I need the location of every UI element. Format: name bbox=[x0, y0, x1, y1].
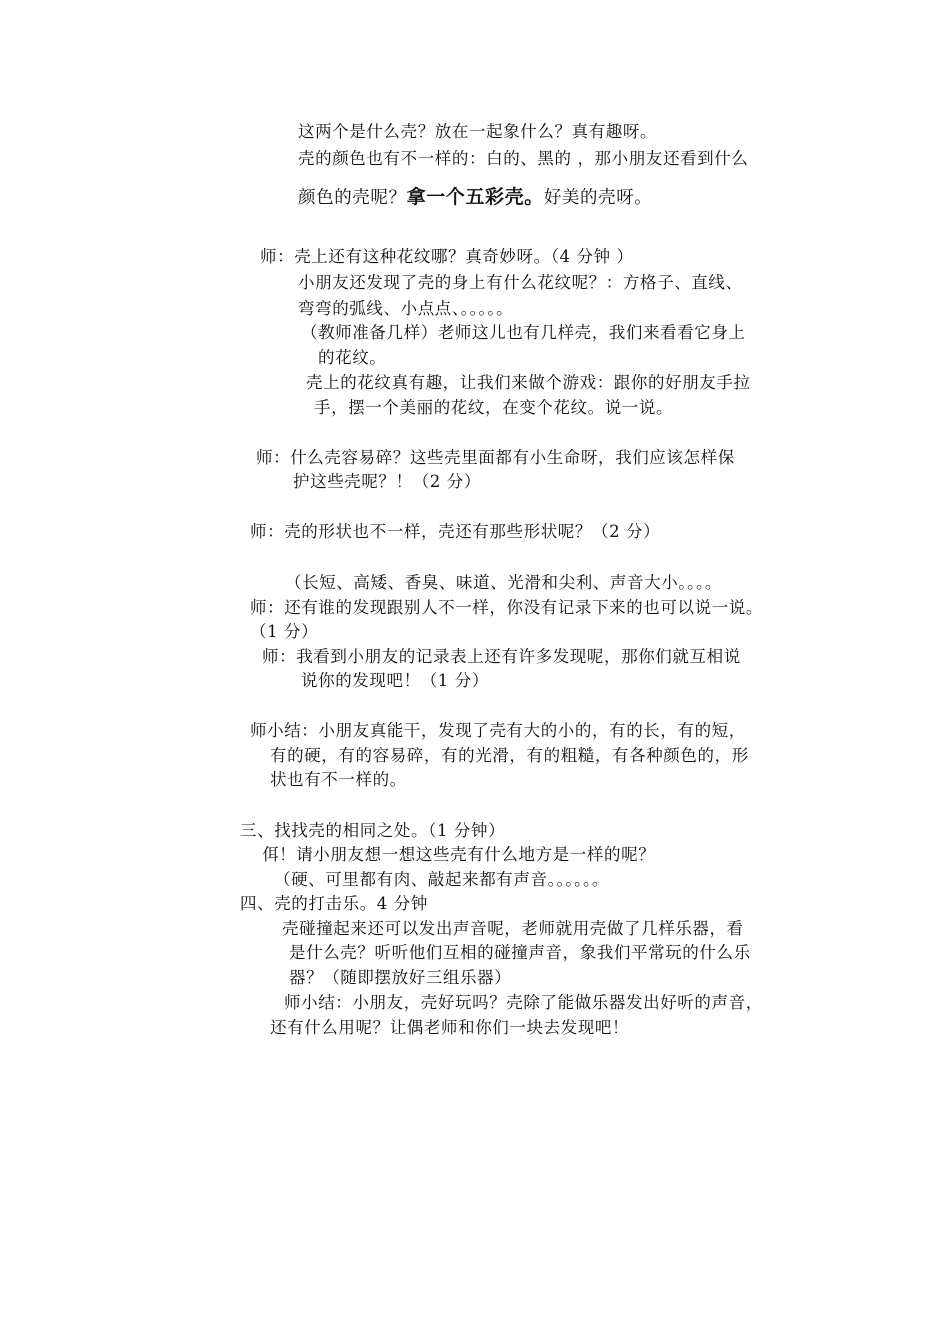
text-line: （长短、高矮、香臭、味道、光滑和尖利、声音大小。。。。 bbox=[285, 573, 722, 592]
text-line: （教师准备几样）老师这儿也有几样壳，我们来看看它身上 bbox=[301, 323, 746, 342]
text-line: 师小结：小朋友真能干，发现了壳有大的小的，有的长，有的短， bbox=[250, 721, 746, 740]
bold-phrase: 拿一个五彩壳。 bbox=[406, 186, 544, 208]
text-line: 师小结：小朋友，壳好玩吗？壳除了能做乐器发出好听的声音， bbox=[284, 993, 763, 1012]
text-line: 这两个是什么壳？放在一起象什么？真有趣呀。 bbox=[298, 122, 658, 141]
text-line: 器？（随即摆放好三组乐器） bbox=[289, 968, 512, 987]
text-segment: 颜色的壳呢？ bbox=[298, 188, 407, 208]
text-line: 手，摆一个美丽的花纹，在变个花纹。说一说。 bbox=[314, 398, 674, 417]
text-line: 有的硬，有的容易碎，有的光滑，有的粗糙，有各种颜色的，形 bbox=[270, 746, 749, 765]
text-line: 师：什么壳容易碎？这些壳里面都有小生命呀，我们应该怎样保 bbox=[256, 448, 735, 467]
text-line: 护这些壳呢？！（2 分） bbox=[293, 472, 481, 491]
text-line: 佴！请小朋友想一想这些壳有什么地方是一样的呢？ bbox=[262, 845, 656, 864]
text-line: 壳碰撞起来还可以发出声音呢，老师就用壳做了几样乐器，看 bbox=[282, 919, 744, 938]
text-line: 壳的颜色也有不一样的：白的、黑的 ，那小朋友还看到什么 bbox=[298, 149, 749, 168]
text-line: 说你的发现吧！（1 分） bbox=[301, 671, 489, 690]
section-heading: 三、找找壳的相同之处。（1 分钟） bbox=[240, 821, 506, 840]
text-line: 的花纹。 bbox=[318, 348, 387, 367]
text-line: 师：还有谁的发现跟别人不一样，你没有记录下来的也可以说一说。 bbox=[250, 598, 763, 617]
text-line: 弯弯的弧线、小点点、。。。。。 bbox=[298, 299, 514, 318]
text-line bbox=[298, 186, 652, 209]
text-line: 小朋友还发现了壳的身上有什么花纹呢？：方格子、直线、 bbox=[298, 273, 743, 292]
text-line: 是什么壳？听听他们互相的碰撞声音，象我们平常玩的什么乐 bbox=[289, 943, 751, 962]
text-line: 师：壳上还有这种花纹哪？真奇妙呀。（4 分钟 ） bbox=[260, 247, 634, 266]
text-line: 壳上的花纹真有趣，让我们来做个游戏：跟你的好朋友手拉 bbox=[306, 373, 751, 392]
text-segment: 好美的壳呀。 bbox=[543, 188, 653, 208]
text-line: 师：我看到小朋友的记录表上还有许多发现呢，那你们就互相说 bbox=[262, 647, 741, 666]
text-line: 状也有不一样的。 bbox=[270, 770, 407, 789]
text-line: （硬、可里都有肉、敲起来都有声音。。。。。。 bbox=[274, 870, 609, 889]
text-line: 师：壳的形状也不一样，壳还有那些形状呢？（2 分） bbox=[250, 522, 661, 541]
text-line: 还有什么用呢？让偶老师和你们一块去发现吧！ bbox=[270, 1018, 630, 1037]
section-heading: 四、壳的打击乐。4 分钟 bbox=[240, 894, 428, 913]
text-line: （1 分） bbox=[250, 622, 319, 641]
